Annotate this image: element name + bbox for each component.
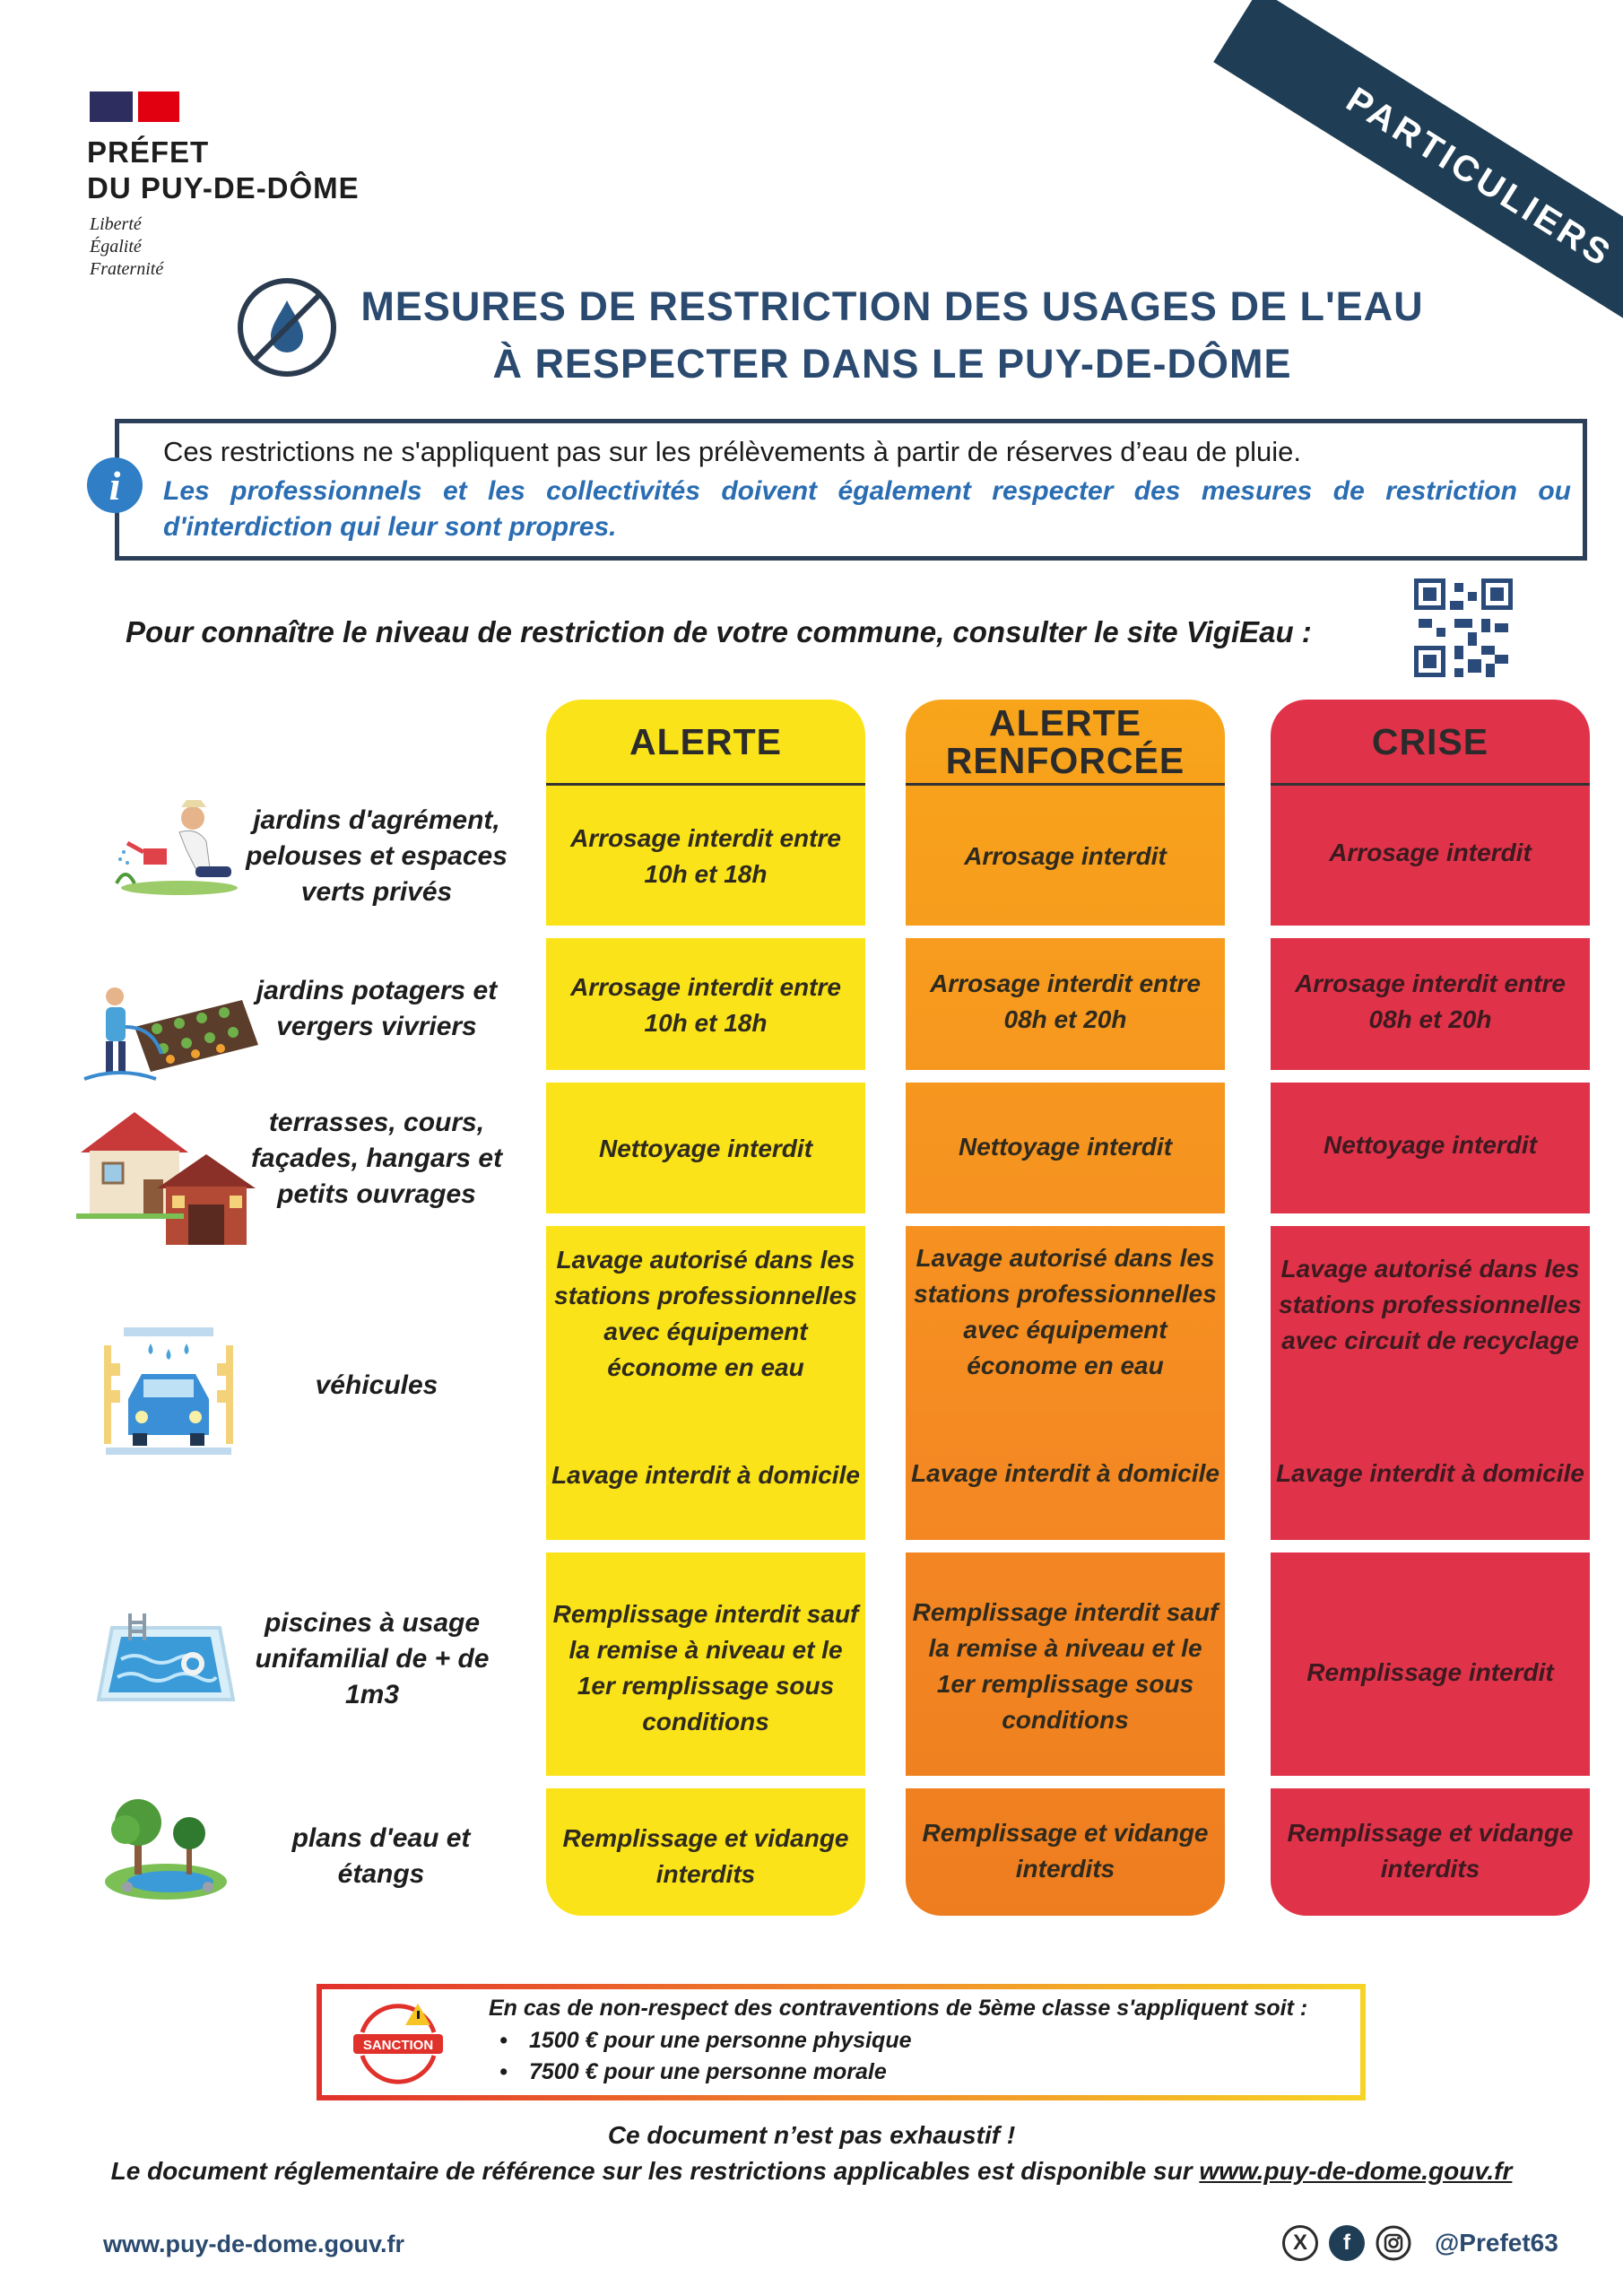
cell-renforcee: Remplissage interdit sauf la remise à niveau et le 1er remplissage sous conditions xyxy=(912,1598,1219,1734)
row-label-plans-eau: plans d'eau et étangs xyxy=(291,1823,471,1889)
row-label-jardins-potagers: jardins potagers et vergers vivriers xyxy=(256,976,498,1041)
header-alerte-renforcee: ALERTE RENFORCÉE xyxy=(906,700,1225,786)
sanction-item: • 1500 € pour une personne physique xyxy=(489,2025,912,2057)
prefecture-name: PRÉFET DU PUY-DE-DÔME xyxy=(87,135,360,204)
cell-renforcee: Lavage autorisé dans les stations professionnelles avec équipement économe en eau xyxy=(914,1244,1217,1379)
info-icon: i xyxy=(87,457,143,513)
row-separator xyxy=(0,926,1623,938)
house-shed-icon xyxy=(72,1099,269,1256)
row-label-terrasses: terrasses, cours, façades, hangars et petits ouvrages xyxy=(250,1108,503,1209)
cell-renforcee: Nettoyage interdit xyxy=(958,1133,1173,1161)
motto: Liberté Égalité Fraternité xyxy=(90,214,164,279)
x-icon[interactable]: X xyxy=(1282,2225,1318,2261)
cell-renforcee: Arrosage interdit xyxy=(964,842,1167,870)
cell-renforcee: Arrosage interdit entre 08h et 20h xyxy=(930,970,1201,1033)
header-alerte: ALERTE xyxy=(546,700,865,786)
sanction-title: En cas de non-respect des contraventions de 5ème classe s'appliquent soit : xyxy=(489,1996,1308,2021)
row-label-vehicules: véhicules xyxy=(315,1370,438,1400)
qr-code-icon[interactable] xyxy=(1414,578,1513,677)
row-separator xyxy=(0,1776,1623,1788)
cell-crise: Remplissage interdit xyxy=(1306,1658,1554,1686)
pond-tree-icon xyxy=(99,1794,233,1906)
cell-crise-domicile: Lavage interdit à domicile xyxy=(1276,1459,1584,1487)
cell-alerte: Arrosage interdit entre 10h et 18h xyxy=(570,824,841,888)
sanction-warning-icon xyxy=(350,1998,447,2088)
cell-renforcee-domicile: Lavage interdit à domicile xyxy=(911,1459,1219,1487)
car-wash-icon xyxy=(97,1327,240,1462)
vegetable-garden-icon xyxy=(81,973,260,1090)
footer-url[interactable]: www.puy-de-dome.gouv.fr xyxy=(103,2231,404,2257)
cell-crise: Arrosage interdit entre 08h et 20h xyxy=(1295,970,1566,1033)
page-title: MESURES DE RESTRICTION DES USAGES DE L'EAU À RESPECTER DANS LE PUY-DE-DÔME xyxy=(360,283,1424,387)
sanction-item: • 7500 € pour une personne morale xyxy=(489,2057,912,2088)
info-line-1: Ces restrictions ne s'appliquent pas sur les prélèvements à partir de réserves d’eau de pluie. xyxy=(163,436,1301,467)
header-crise: CRISE xyxy=(1271,700,1590,786)
facebook-icon[interactable]: f xyxy=(1329,2225,1365,2261)
gardener-watering-icon xyxy=(108,789,242,906)
cell-alerte-domicile: Lavage interdit à domicile xyxy=(551,1461,860,1489)
sanction-list xyxy=(489,2025,912,2088)
cell-renforcee: Remplissage et vidange interdits xyxy=(922,1819,1209,1883)
row-label-piscines: piscines à usage unifamilial de + de 1m3 xyxy=(255,1608,490,1709)
reference-link[interactable]: www.puy-de-dome.gouv.fr xyxy=(1199,2157,1513,2185)
sanction-badge: SANCTION xyxy=(362,2038,434,2053)
cell-crise: Lavage autorisé dans les stations professionnelles avec circuit de recyclage xyxy=(1279,1255,1582,1354)
vigieau-text: Pour connaître le niveau de restriction de votre commune, consulter le site VigiEau : xyxy=(126,615,1312,648)
instagram-icon[interactable] xyxy=(1376,2225,1411,2261)
cell-crise: Arrosage interdit xyxy=(1329,839,1532,866)
social-handle[interactable]: @Prefet63 xyxy=(1435,2229,1558,2257)
cell-alerte: Remplissage interdit sauf la remise à niveau et le 1er remplissage sous conditions xyxy=(552,1600,859,1735)
cell-alerte: Remplissage et vidange interdits xyxy=(562,1824,849,1888)
cell-alerte: Arrosage interdit entre 10h et 18h xyxy=(570,973,841,1037)
cell-alerte: Nettoyage interdit xyxy=(598,1135,813,1162)
not-exhaustive-note: Ce document n’est pas exhaustif ! xyxy=(607,2121,1016,2149)
no-water-drop-icon xyxy=(235,275,339,379)
info-line-2: Les professionnels et les collectivités doivent également respecter des mesures de restriction ou d'interdiction qui leur sont propres. xyxy=(163,476,1571,542)
reference-note: Le document réglementaire de référence sur les restrictions applicables est disponible sur www.puy-de-dome.gouv.fr xyxy=(110,2157,1513,2185)
republic-flag-logo xyxy=(90,91,179,122)
swimming-pool-icon xyxy=(94,1610,238,1718)
cell-crise: Nettoyage interdit xyxy=(1323,1131,1538,1159)
cell-alerte: Lavage autorisé dans les stations professionnelles avec équipement économe en eau xyxy=(554,1246,857,1381)
row-separator xyxy=(0,1540,1623,1552)
ribbon-label: PARTICULIERS xyxy=(1340,79,1620,275)
row-label-jardins-agrement: jardins d'agrément, pelouses et espaces verts privés xyxy=(246,805,508,907)
cell-crise: Remplissage et vidange interdits xyxy=(1287,1819,1574,1883)
